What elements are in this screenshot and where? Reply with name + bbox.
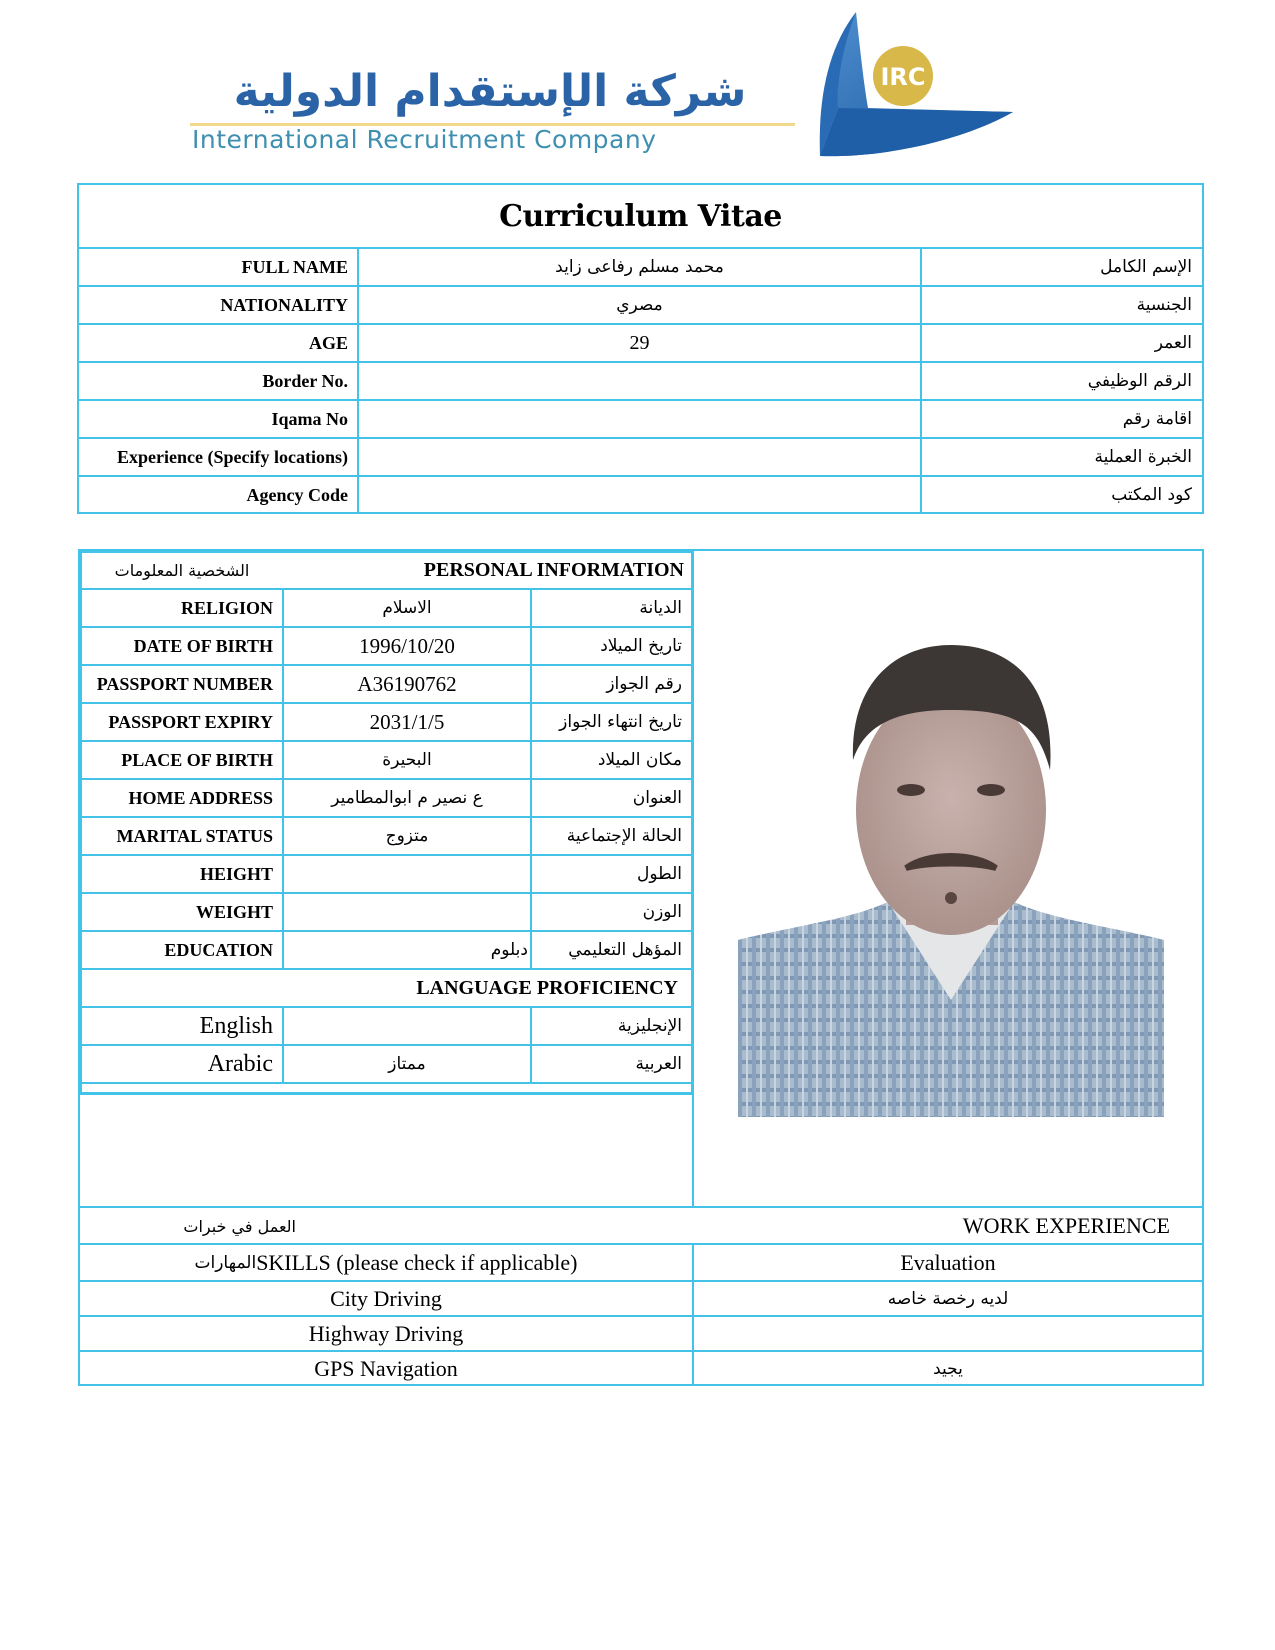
language-name: Arabic bbox=[207, 1050, 273, 1077]
personal-row-label-ar: الديانة bbox=[639, 598, 682, 618]
personal-row-label: HOME ADDRESS bbox=[128, 787, 273, 808]
personal-heading-ar: الشخصية المعلومات bbox=[114, 560, 250, 580]
cv-row-label-ar: كود المكتب bbox=[1111, 485, 1192, 505]
col-divider bbox=[282, 742, 284, 780]
col-divider bbox=[530, 628, 532, 666]
irc-badge-text: IRC bbox=[880, 63, 926, 91]
col-divider bbox=[530, 704, 532, 742]
personal-row-label-ar: تاريخ انتهاء الجواز bbox=[559, 712, 682, 732]
col-divider bbox=[530, 894, 532, 932]
col-divider bbox=[282, 704, 284, 742]
cv-row-value bbox=[359, 363, 920, 399]
cv-row-value bbox=[359, 439, 920, 475]
col-divider bbox=[530, 818, 532, 856]
cv-row-label: AGE bbox=[308, 332, 348, 353]
cv-row-label: Iqama No bbox=[271, 408, 348, 429]
personal-row-value bbox=[284, 894, 530, 930]
skills-heading: SKILLS (please check if applicable) bbox=[256, 1250, 578, 1275]
personal-row-label-ar: المؤهل التعليمي bbox=[568, 940, 682, 960]
cv-title: Curriculum Vitae bbox=[499, 199, 782, 234]
col-divider bbox=[530, 666, 532, 704]
cv-row-value bbox=[359, 401, 920, 437]
col-divider bbox=[282, 818, 284, 856]
company-name-arabic: شركة الإستقدام الدولية bbox=[233, 66, 747, 117]
personal-row-label: RELIGION bbox=[180, 597, 273, 618]
work-heading: WORK EXPERIENCE bbox=[962, 1213, 1170, 1238]
col-divider bbox=[282, 856, 284, 894]
skill-evaluation: لديه رخصة خاصه bbox=[887, 1288, 1009, 1309]
personal-row-value: البحيرة bbox=[382, 750, 432, 770]
personal-row-value: متزوج bbox=[385, 826, 429, 846]
cv-row-label-ar: الجنسية bbox=[1136, 295, 1192, 315]
language-level bbox=[284, 1008, 530, 1044]
col-divider bbox=[282, 1046, 284, 1084]
personal-row-label: DATE OF BIRTH bbox=[133, 635, 273, 656]
skill-evaluation: يجيد bbox=[933, 1358, 963, 1379]
personal-row-label-ar: العنوان bbox=[632, 788, 682, 808]
cv-row-label-ar: العمر bbox=[1154, 333, 1192, 353]
personal-row-label: PASSPORT NUMBER bbox=[96, 673, 273, 694]
col-divider bbox=[530, 590, 532, 628]
company-logo bbox=[180, 8, 1020, 158]
cv-row-label: FULL NAME bbox=[241, 256, 348, 277]
personal-row-label-ar: الوزن bbox=[642, 902, 682, 922]
sail-logo-icon bbox=[808, 8, 1018, 158]
col-divider bbox=[530, 780, 532, 818]
row-divider bbox=[80, 968, 692, 970]
personal-row-label-ar: رقم الجواز bbox=[606, 674, 682, 694]
cv-row-label-ar: الإسم الكامل bbox=[1100, 257, 1192, 277]
cv-row-label-ar: الرقم الوظيفي bbox=[1087, 371, 1192, 391]
col-divider bbox=[530, 1008, 532, 1046]
skill-name: City Driving bbox=[330, 1285, 442, 1311]
col-divider bbox=[282, 666, 284, 704]
cv-row-label: Experience (Specify locations) bbox=[117, 446, 348, 467]
col-divider bbox=[282, 590, 284, 628]
personal-row-label-ar: مكان الميلاد bbox=[597, 750, 682, 770]
skill-name: GPS Navigation bbox=[314, 1355, 458, 1381]
col-divider bbox=[282, 628, 284, 666]
company-name-english: International Recruitment Company bbox=[192, 125, 657, 154]
personal-row-value: الاسلام bbox=[382, 598, 432, 618]
language-level: ممتاز bbox=[388, 1054, 426, 1074]
skill-name: Highway Driving bbox=[308, 1320, 464, 1346]
cv-row-value bbox=[359, 477, 920, 513]
skills-heading-ar: المهارات bbox=[194, 1253, 257, 1273]
personal-row-value: دبلوم bbox=[490, 940, 528, 960]
cv-row-value: 29 bbox=[629, 331, 650, 354]
personal-heading: PERSONAL INFORMATION bbox=[423, 558, 684, 581]
personal-row-label: HEIGHT bbox=[199, 863, 273, 884]
language-name: English bbox=[199, 1012, 273, 1039]
cv-row-label: NATIONALITY bbox=[220, 294, 348, 315]
cv-row-label: Agency Code bbox=[246, 484, 348, 505]
col-divider bbox=[282, 894, 284, 932]
skill-evaluation bbox=[694, 1317, 1202, 1350]
evaluation-heading: Evaluation bbox=[900, 1250, 996, 1275]
skills-heading-cell bbox=[80, 1245, 692, 1281]
personal-row-label: EDUCATION bbox=[164, 939, 273, 960]
personal-row-label-ar: الحالة الإجتماعية bbox=[566, 826, 682, 846]
personal-row-value: A36190762 bbox=[357, 671, 457, 696]
cv-row-value: محمد مسلم رفاعى زايد bbox=[555, 257, 724, 277]
row-divider bbox=[80, 1082, 692, 1084]
language-name-ar: الإنجليزية bbox=[617, 1016, 682, 1036]
col-divider bbox=[282, 932, 284, 970]
person-photo-icon bbox=[738, 640, 1164, 1117]
language-name-ar: العربية bbox=[635, 1054, 682, 1074]
cv-row-label: Border No. bbox=[262, 370, 348, 391]
cv-row-value: مصري bbox=[616, 295, 663, 315]
personal-row-label: MARITAL STATUS bbox=[116, 825, 273, 846]
col-divider bbox=[530, 742, 532, 780]
applicant-photo bbox=[738, 640, 1164, 1117]
personal-row-value: 1996/10/20 bbox=[359, 633, 455, 658]
col-divider bbox=[282, 780, 284, 818]
language-heading: LANGUAGE PROFICIENCY bbox=[416, 976, 678, 999]
work-heading-ar: العمل في خبرات bbox=[183, 1216, 296, 1236]
col-divider bbox=[530, 856, 532, 894]
personal-row-value bbox=[284, 856, 530, 892]
cv-row-label-ar: اقامة رقم bbox=[1122, 409, 1192, 429]
personal-row-label: WEIGHT bbox=[195, 901, 273, 922]
col-divider bbox=[530, 932, 532, 970]
personal-row-label: PLACE OF BIRTH bbox=[121, 749, 273, 770]
personal-row-value: ع نصير م ابوالمطامير bbox=[331, 788, 483, 808]
cv-row-label-ar: الخبرة العملية bbox=[1094, 447, 1192, 467]
personal-row-value: 2031/1/5 bbox=[369, 709, 445, 734]
personal-row-label: PASSPORT EXPIRY bbox=[108, 711, 273, 732]
personal-row-label-ar: تاريخ الميلاد bbox=[600, 636, 682, 656]
personal-row-label-ar: الطول bbox=[637, 864, 682, 884]
col-divider bbox=[530, 1046, 532, 1084]
col-divider bbox=[282, 1008, 284, 1046]
